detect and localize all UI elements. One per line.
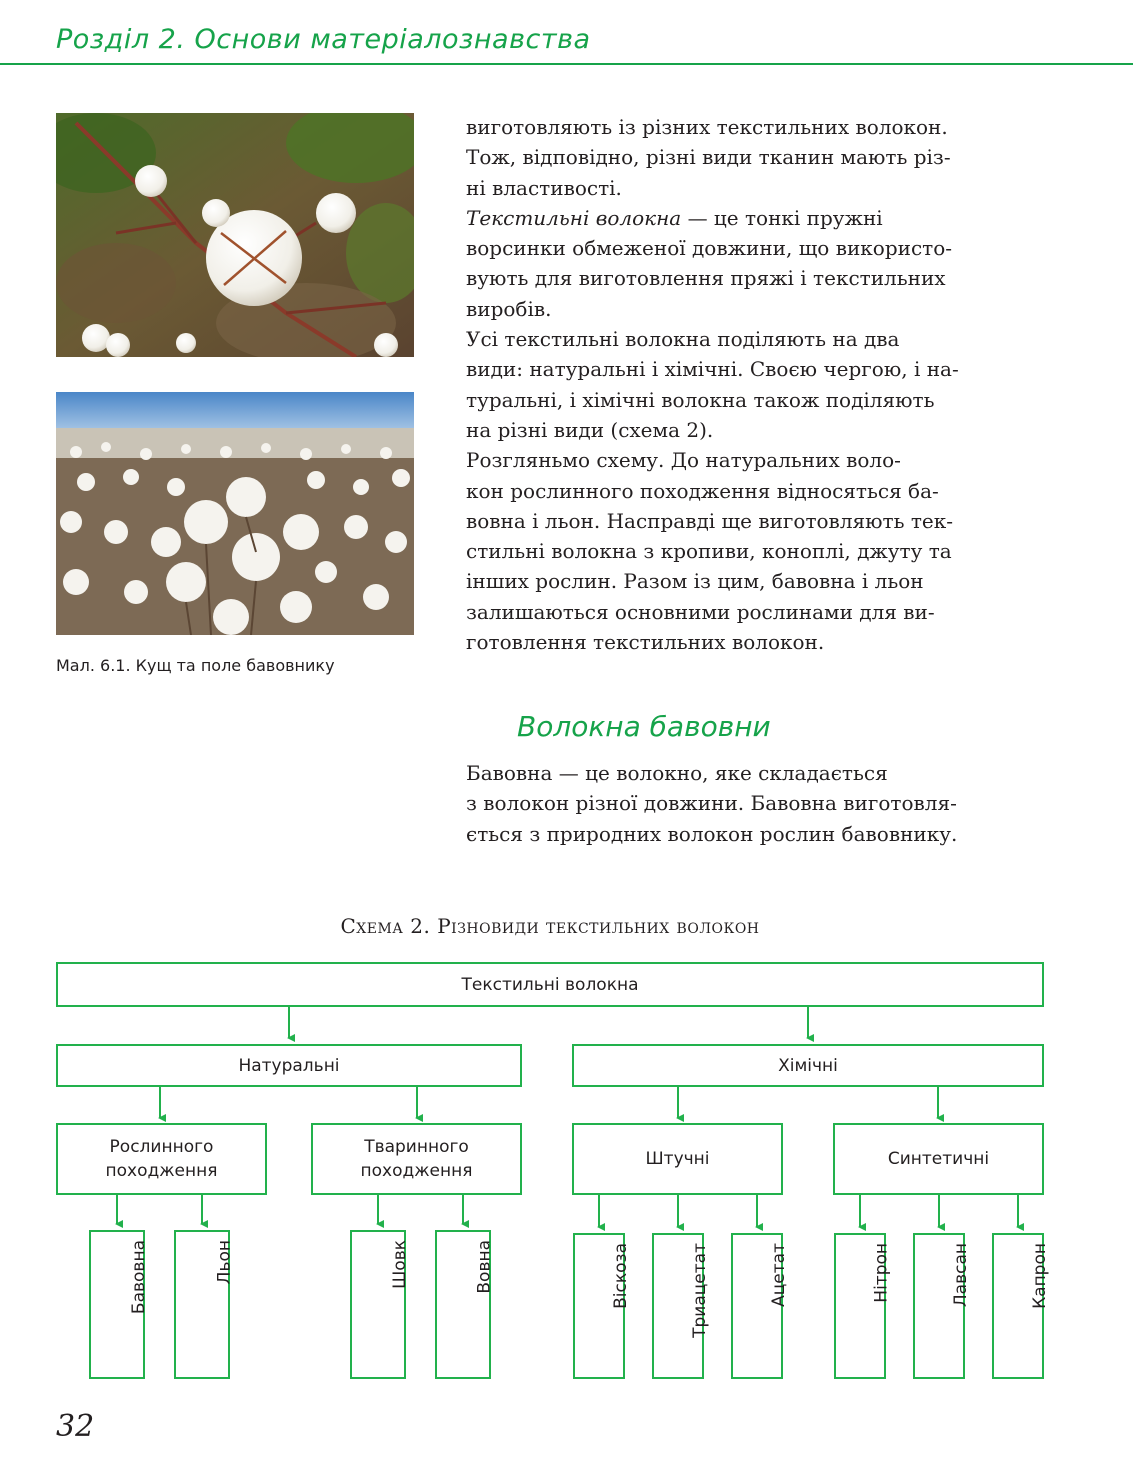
scheme-node-artificial: Штучні (572, 1123, 783, 1195)
section-heading: Волокна бавовни (517, 710, 771, 743)
leaf-label-silk: Шовк (390, 1240, 410, 1289)
figure-caption: Мал. 6.1. Кущ та поле бавовнику (56, 656, 335, 675)
scheme-node-chemical: Хімічні (572, 1044, 1044, 1087)
scheme-node-plant-origin: Рослинного походження (56, 1123, 267, 1195)
leaf-label-viscose: Віскоза (611, 1243, 631, 1309)
scheme-node-natural: Натуральні (56, 1044, 522, 1087)
leaf-label-triacetate: Триацетат (690, 1243, 710, 1338)
leaf-label-wool: Вовна (475, 1240, 495, 1294)
leaf-label-kapron: Капрон (1030, 1243, 1050, 1309)
scheme-node-animal-origin: Тваринного походження (311, 1123, 522, 1195)
scheme-node-synthetic: Синтетичні (833, 1123, 1044, 1195)
leaf-label-cotton: Бавовна (129, 1240, 149, 1315)
body-paragraph-cotton: Бавовна — це волокно, яке складається з волокон різної довжини. Бавовна виготовля- ється з природних волокон рослин бавовнику. (466, 761, 958, 846)
body-paragraph-textile-fibers: виготовляють із різних текстильних волокон. Тож, відповідно, різні види тканин мають різ- ні властивості. Текстильні волокна — це тонкі пружні ворсинки обмеженої довжини, що використо- вують для виготовлення пряжі і текстильних виробів. Усі текстильні волокна поділяють на два види: натуральні і хімічні. Своєю чергою, і на- туральні, і хімічні волокна також поділяють на різні види (схема 2). Розгляньмо схему. До натуральних воло- кон рослинного походження відносяться ба- вовна і льон. Насправді ще виготовляють тек- стильні волокна з кропиви, коноплі, джуту та інших рослин. Разом із цим, бавовна і льон залишаються основними рослинами для ви- готовлення текстильних волокон. (466, 115, 959, 655)
leaf-label-lavsan: Лавсан (951, 1243, 971, 1308)
leaf-label-acetate: Ацетат (769, 1243, 789, 1307)
scheme-node-textile-fibers: Текстильні волокна (56, 962, 1044, 1007)
leaf-label-nitron: Нітрон (872, 1243, 892, 1303)
scheme-caption: Схема 2. Різновиди текстильних волокон (340, 914, 760, 938)
leaf-label-flax: Льон (214, 1240, 234, 1285)
page-number: 32 (56, 1409, 95, 1444)
chapter-title: Розділ 2. Основи матеріалознавства (56, 24, 591, 55)
term-textile-fibers: Текстильні волокна (466, 205, 682, 230)
